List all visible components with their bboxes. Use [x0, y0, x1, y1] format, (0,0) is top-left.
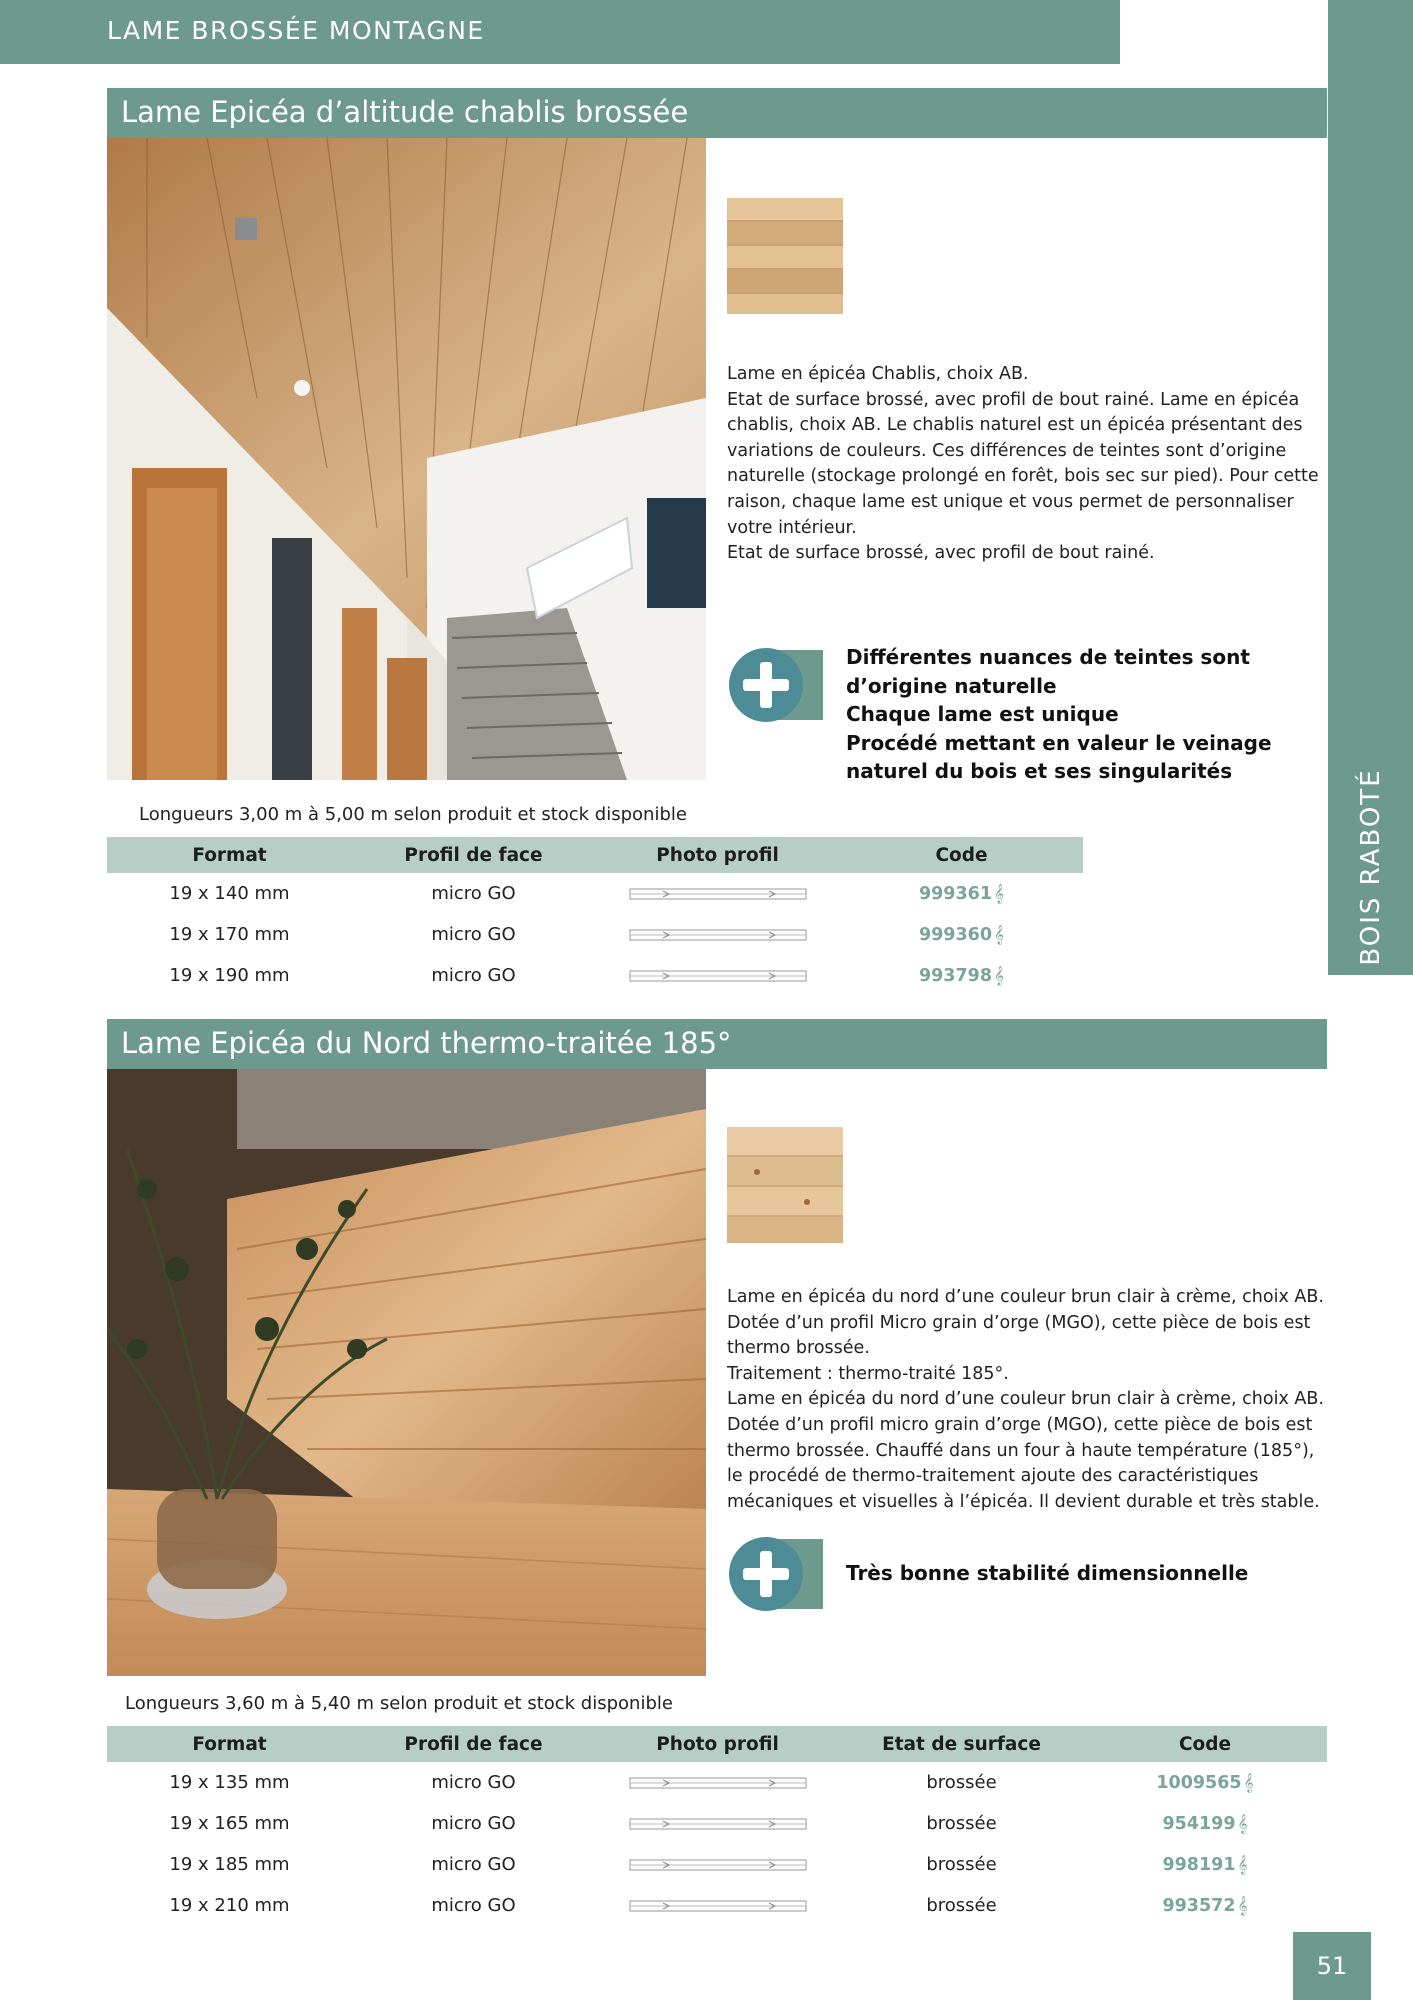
format-cell: 19 x 170 mm	[169, 924, 290, 945]
format-cell: 19 x 135 mm	[169, 1772, 290, 1793]
staircase-photo-illustration	[107, 138, 706, 780]
code-link-icon: 𝄞	[1237, 1814, 1248, 1834]
code-link-icon: 𝄞	[994, 925, 1005, 945]
profile-drawing-icon	[629, 1775, 807, 1791]
product-code-link[interactable]: 993572	[1162, 1896, 1236, 1916]
section1-desc-line: Lame en épicéa Chablis, choix AB.	[727, 364, 1029, 384]
profil-cell: micro GO	[431, 924, 516, 945]
profile-photo-cell	[595, 1885, 840, 1926]
profile-drawing-icon	[629, 1816, 807, 1832]
benefit-line: Très bonne stabilité dimensionnelle	[846, 1561, 1249, 1585]
etat-cell: brossée	[926, 1854, 997, 1875]
product-code-link[interactable]: 954199	[1162, 1814, 1236, 1834]
profil-cell: micro GO	[431, 883, 516, 904]
table-row	[107, 1885, 1327, 1926]
profil-cell: micro GO	[431, 1813, 516, 1834]
column-header: Format	[107, 837, 352, 873]
section2-photo	[107, 1069, 706, 1676]
code-link-icon: 𝄞	[1237, 1855, 1248, 1875]
wood-sample-icon	[727, 1127, 843, 1243]
column-header: Photo profil	[595, 837, 840, 873]
column-header: Etat de surface	[840, 1726, 1083, 1762]
column-header: Photo profil	[595, 1726, 840, 1762]
code-cell[interactable]	[1083, 1885, 1327, 1926]
code-cell[interactable]	[840, 914, 1083, 955]
page-number: 51	[1316, 1952, 1348, 1980]
section2-benefits	[846, 1559, 1248, 1588]
section1-description	[727, 362, 1327, 567]
code-link-icon: 𝄞	[1243, 1773, 1254, 1793]
profile-photo-cell	[595, 1762, 840, 1803]
format-cell: 19 x 165 mm	[169, 1813, 290, 1834]
table-row	[107, 873, 1083, 914]
header-title: LAME BROSSÉE MONTAGNE	[107, 16, 485, 45]
product-code-link[interactable]: 993798	[918, 966, 992, 986]
profile-photo-cell	[595, 1844, 840, 1885]
benefit-line: naturel du bois et ses singularités	[846, 759, 1233, 783]
table-row	[107, 914, 1083, 955]
section2-desc-paragraph: Lame en épicéa du nord d’une couleur brun clair à crème, choix AB. Dotée d’un profil Micro grain d’orge (MGO), cette pièce de bois est thermo brossée.	[727, 1287, 1324, 1359]
column-header: Profil de face	[352, 1726, 595, 1762]
code-cell[interactable]	[1083, 1803, 1327, 1844]
profil-cell: micro GO	[431, 965, 516, 986]
code-link-icon: 𝄞	[994, 884, 1005, 904]
product-code-link[interactable]: 998191	[1162, 1855, 1236, 1875]
code-link-icon: 𝄞	[994, 966, 1005, 986]
sidebar-label: BOIS RABOTÉ	[1355, 768, 1386, 966]
section2-spec-table	[107, 1726, 1327, 1926]
section2-wood-swatch	[727, 1127, 843, 1243]
etat-cell: brossée	[926, 1895, 997, 1916]
wood-wall-photo-illustration	[107, 1069, 706, 1676]
column-header: Code	[840, 837, 1083, 873]
section2-lengths: Longueurs 3,60 m à 5,40 m selon produit et stock disponible	[125, 1693, 673, 1714]
profile-drawing-icon	[629, 886, 807, 902]
section1-benefits	[846, 643, 1272, 786]
plus-badge-icon	[727, 646, 825, 724]
column-header: Profil de face	[352, 837, 595, 873]
profile-photo-cell	[595, 873, 840, 914]
code-link-icon: 𝄞	[1237, 1896, 1248, 1916]
section2-desc-paragraph: Lame en épicéa du nord d’une couleur brun clair à crème, choix AB. Dotée d’un profil micro grain d’orge (MGO), cette pièce de bois est thermo brossée. Chauffé dans un four à haute température (185°), le procédé de thermo-traitement ajoute des caractéristiques mécaniques et visuelles à l’épicéa. Il devient durable et très stable.	[727, 1389, 1324, 1512]
benefit-line: d’origine naturelle	[846, 673, 1057, 698]
section1-lengths: Longueurs 3,00 m à 5,00 m selon produit et stock disponible	[139, 804, 687, 825]
benefit-line: Procédé mettant en valeur le veinage	[846, 730, 1272, 755]
table-header-row	[107, 837, 1083, 873]
table-row	[107, 955, 1083, 996]
column-header: Code	[1083, 1726, 1327, 1762]
profile-photo-cell	[595, 955, 840, 996]
profil-cell: micro GO	[431, 1772, 516, 1793]
format-cell: 19 x 185 mm	[169, 1854, 290, 1875]
table-header-row	[107, 1726, 1327, 1762]
section2-header	[107, 1019, 1327, 1069]
profile-drawing-icon	[629, 1857, 807, 1873]
code-cell[interactable]	[1083, 1762, 1327, 1803]
profile-drawing-icon	[629, 1898, 807, 1914]
etat-cell: brossée	[926, 1772, 997, 1793]
format-cell: 19 x 140 mm	[169, 883, 290, 904]
section2-desc-line: Traitement : thermo-traité 185°.	[727, 1363, 1009, 1384]
code-cell[interactable]	[1083, 1844, 1327, 1885]
product-code-link[interactable]: 999360	[918, 925, 992, 945]
profile-photo-cell	[595, 1803, 840, 1844]
profile-drawing-icon	[629, 968, 807, 984]
etat-cell: brossée	[926, 1813, 997, 1834]
section1-header	[107, 88, 1327, 138]
benefit-line: Différentes nuances de teintes sont	[846, 645, 1250, 669]
product-code-link[interactable]: 1009565	[1156, 1773, 1242, 1793]
section2-description	[727, 1285, 1327, 1515]
section1-title: Lame Epicéa d’altitude chablis brossée	[121, 95, 689, 129]
section1-desc-line: Etat de surface brossé, avec profil de bout rainé.	[727, 543, 1155, 564]
section2-title: Lame Epicéa du Nord thermo-traitée 185°	[121, 1026, 732, 1060]
profil-cell: micro GO	[431, 1854, 516, 1875]
column-header: Format	[107, 1726, 352, 1762]
plus-badge-icon	[727, 1535, 825, 1613]
code-cell[interactable]	[840, 873, 1083, 914]
wood-sample-icon	[727, 198, 843, 314]
section1-wood-swatch	[727, 198, 843, 314]
table-row	[107, 1762, 1327, 1803]
section1-desc-paragraph: Etat de surface brossé, avec profil de bout rainé. Lame en épicéa chablis, choix AB. Le chablis naturel est un épicéa présentant des variations de couleurs. Ces différences de teintes sont d’origine naturelle (stockage prolongé en forêt, bois sec sur pied). Pour cette raison, chaque lame est unique et vous permet de personnaliser votre intérieur.	[727, 389, 1319, 538]
profile-drawing-icon	[629, 927, 807, 943]
profil-cell: micro GO	[431, 1895, 516, 1916]
code-cell[interactable]	[840, 955, 1083, 996]
format-cell: 19 x 190 mm	[169, 965, 290, 986]
profile-photo-cell	[595, 914, 840, 955]
page-number-box	[1293, 1932, 1371, 2000]
benefit-line: Chaque lame est unique	[846, 702, 1119, 726]
product-code-link[interactable]: 999361	[918, 884, 992, 904]
sidebar-label-box	[1328, 762, 1413, 972]
header-bar	[0, 0, 1120, 64]
table-row	[107, 1803, 1327, 1844]
section1-spec-table	[107, 837, 1083, 996]
section1-photo	[107, 138, 706, 780]
format-cell: 19 x 210 mm	[169, 1895, 290, 1916]
table-row	[107, 1844, 1327, 1885]
